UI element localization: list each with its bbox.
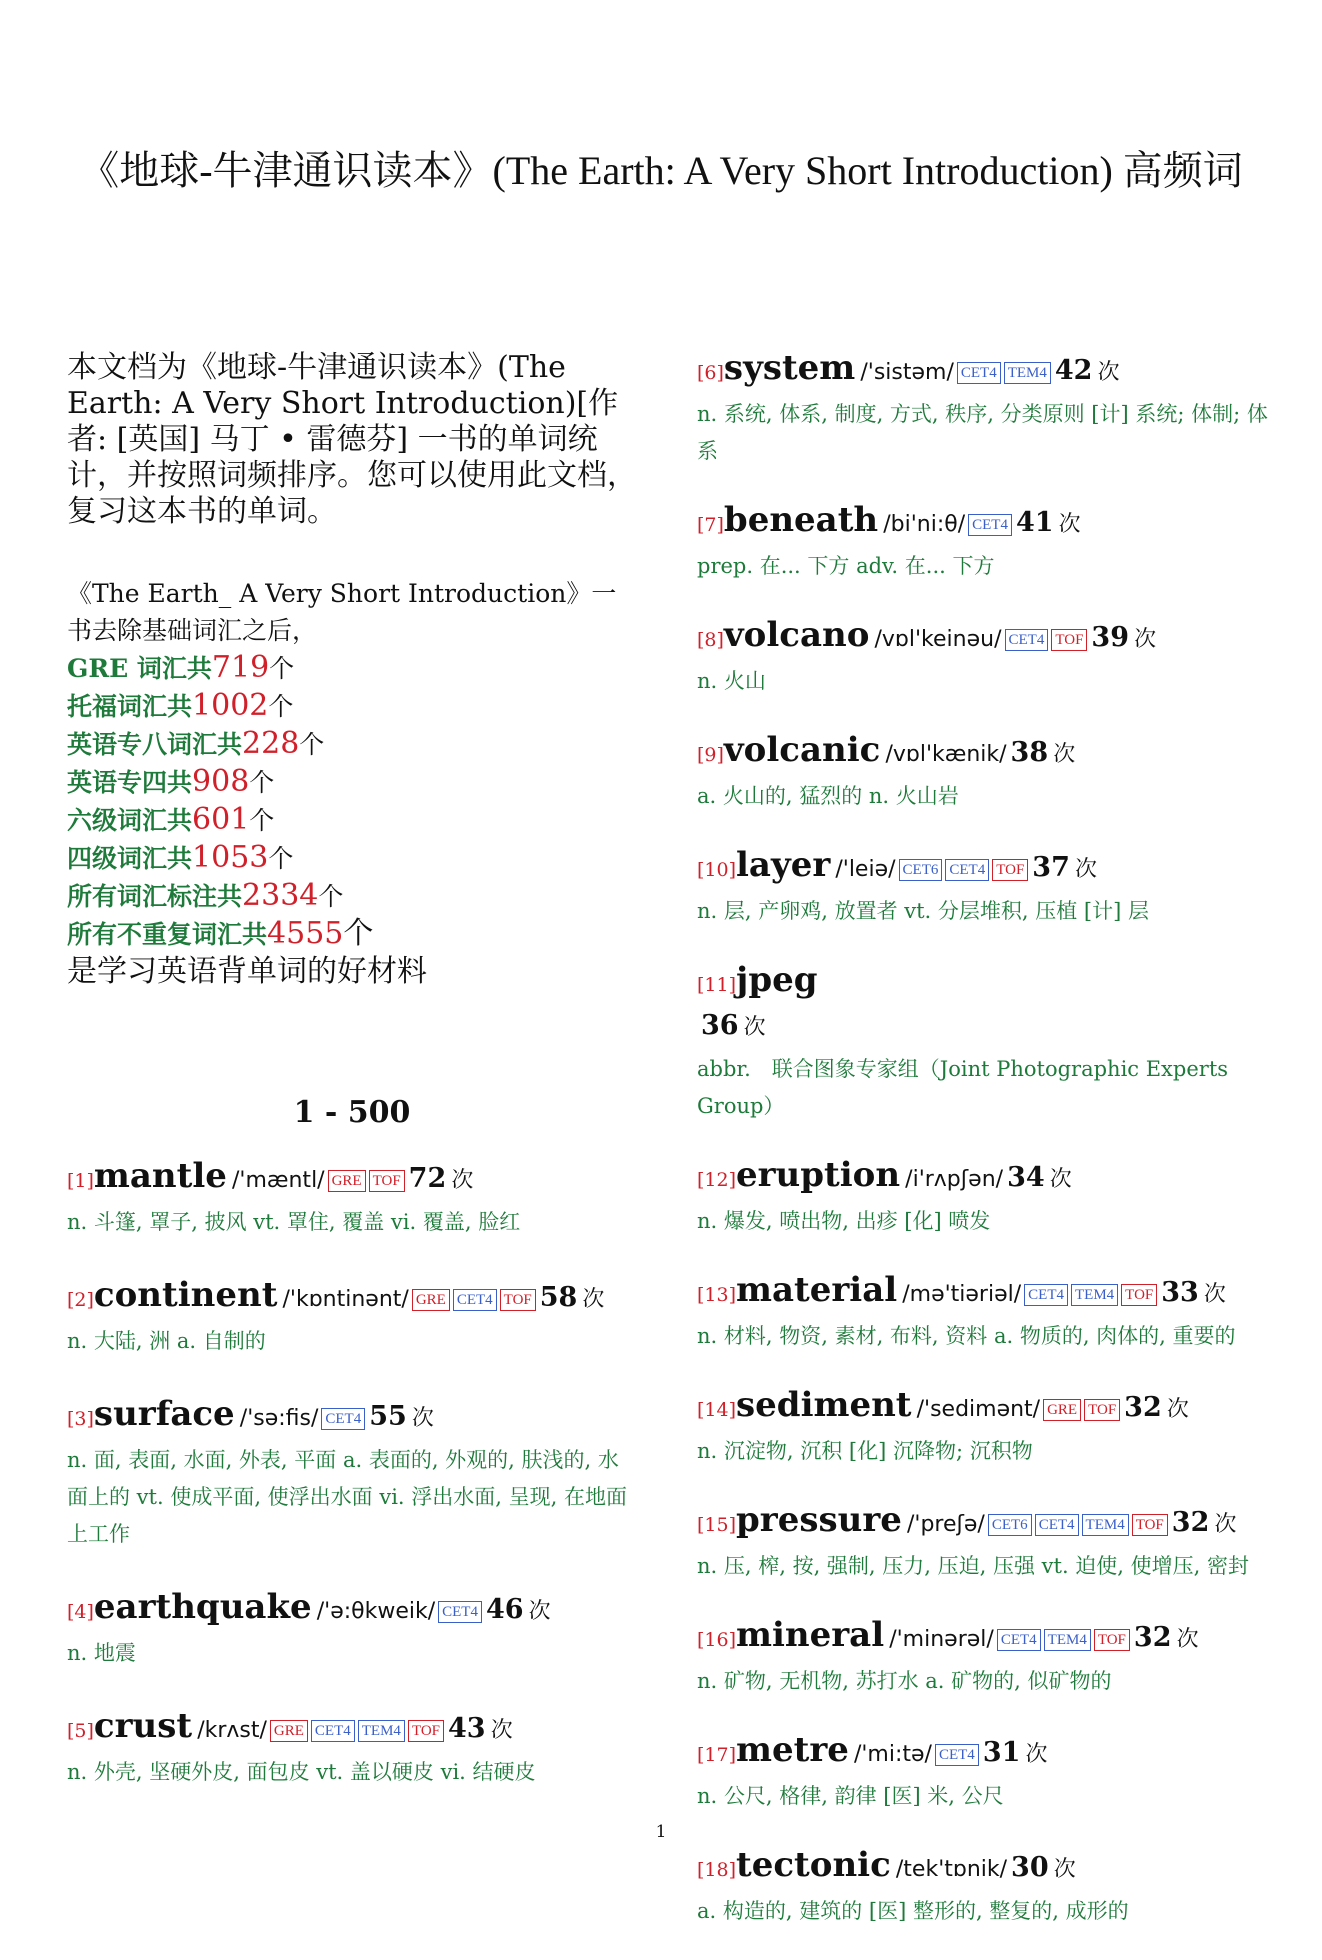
entry-count: 58 [539, 1282, 578, 1313]
entry-count: 32 [1133, 1622, 1172, 1653]
entry-headword-line [67, 1587, 637, 1633]
entry-count: 41 [1015, 507, 1054, 538]
exam-tag: CET4 [935, 1744, 979, 1766]
entry-definition: a. 构造的, 建筑的 [医] 整形的, 整复的, 成形的 [697, 1899, 1129, 1923]
exam-tag: TEM4 [1044, 1629, 1091, 1651]
word-entry [67, 1156, 637, 1241]
stats-row-gre [67, 649, 637, 687]
entry-definition: n. 沉淀物, 沉积 [化] 沉降物; 沉积物 [697, 1439, 1033, 1463]
word-entry [697, 730, 1272, 815]
entry-count: 30 [1011, 1852, 1049, 1883]
exam-tag: CET4 [438, 1601, 482, 1623]
entry-count: 46 [485, 1594, 524, 1625]
entry-index: [10] [697, 859, 737, 881]
stats-label: 英语专四共 [67, 768, 193, 797]
stats-row-cet4 [67, 839, 637, 877]
entry-index: [11] [697, 974, 737, 996]
entry-index: [16] [697, 1629, 737, 1651]
stats-number: 228 [242, 726, 300, 761]
exam-tag: CET4 [311, 1720, 355, 1742]
word-entry [697, 615, 1272, 700]
stats-unit: 个 [268, 692, 294, 721]
exam-tag: GRE [328, 1170, 366, 1192]
times-unit: 次 [1053, 1857, 1076, 1882]
entry-index: [15] [697, 1514, 737, 1536]
entry-definition: n. 材料, 物资, 素材, 布料, 资料 a. 物质的, 肉体的, 重要的 [697, 1324, 1236, 1348]
exam-tag: TOF [408, 1720, 444, 1742]
exam-tag: TOF [1094, 1629, 1130, 1651]
entry-headword-line [697, 845, 1272, 891]
times-unit: 次 [528, 1599, 551, 1624]
exam-tag: TOF [992, 859, 1028, 881]
entry-index: [14] [697, 1399, 737, 1421]
entry-phonetic: /'mæntl/ [232, 1168, 325, 1193]
entry-headword-line [67, 1275, 637, 1321]
times-unit: 次 [1049, 1167, 1072, 1192]
entry-index: [17] [697, 1744, 737, 1766]
stats-label: 所有词汇标注共 [67, 882, 243, 911]
entry-phonetic: /'ə:θkweik/ [316, 1599, 436, 1624]
entry-word: surface [93, 1394, 235, 1434]
entry-index: [5] [67, 1720, 94, 1742]
stats-number: 2334 [242, 878, 319, 913]
entry-index: [7] [697, 514, 724, 536]
entry-index: [3] [67, 1408, 94, 1430]
entry-index: [13] [697, 1284, 737, 1306]
entry-headword-line [697, 1155, 1272, 1201]
entry-index: [12] [697, 1169, 737, 1191]
exam-tag: TEM4 [1082, 1514, 1129, 1536]
stats-label: 四级词汇共 [67, 844, 193, 873]
entry-count: 55 [369, 1401, 407, 1432]
left-column [67, 350, 637, 1825]
stats-row-cet6 [67, 801, 637, 839]
intro-paragraph: 本文档为《地球-牛津通识读本》(The Earth: A Very Short Introduction)[作者: [英国] 马丁 • 雷德芬] 一书的单词统计，并按照词频排序。您可以使用此文档，复习这本书的单词。 [67, 350, 637, 529]
entry-definition: n. 面, 表面, 水面, 外表, 平面 a. 表面的, 外观的, 肤浅的, 水面上的 vt. 使成平面, 使浮出水面 vi. 浮出水面, 呈现, 在地面上工作 [67, 1448, 627, 1546]
stats-number: 908 [192, 764, 250, 799]
exam-tag: TEM4 [1004, 362, 1051, 384]
stats-block [67, 575, 637, 990]
exam-tag: CET4 [957, 362, 1001, 384]
entry-headword-line [697, 348, 1272, 394]
stats-header: 《The Earth_ A Very Short Introduction》一书去除基础词汇之后， [67, 579, 617, 645]
stats-label: 所有不重复词汇共 [67, 920, 268, 949]
entry-word: system [723, 348, 856, 388]
stats-unit: 个 [318, 882, 344, 911]
entry-word: metre [736, 1730, 849, 1770]
entry-count: 36 [701, 1010, 739, 1041]
stats-unit: 个 [269, 654, 295, 683]
exam-tag: CET4 [997, 1629, 1041, 1651]
page-title: 《地球-牛津通识读本》(The Earth: A Very Short Introduction) 高频词 [79, 148, 1243, 193]
stats-unit: 个 [249, 806, 275, 835]
entry-definition: prep. 在... 下方 adv. 在... 下方 [697, 554, 995, 578]
entry-phonetic: /'sedimənt/ [916, 1397, 1041, 1422]
stats-number: 601 [192, 802, 250, 837]
entry-definition: n. 系统, 体系, 制度, 方式, 秩序, 分类原则 [计] 系统; 体制; 体系 [697, 402, 1268, 463]
exam-tag: CET4 [453, 1289, 497, 1311]
word-entry [67, 1394, 637, 1553]
entry-headword-line [697, 1845, 1272, 1891]
entry-word: sediment [736, 1385, 912, 1425]
exam-tag: TOF [500, 1289, 536, 1311]
word-entry [697, 1500, 1272, 1585]
stats-number: 1002 [192, 688, 269, 723]
entry-definition: n. 压, 榨, 按, 强制, 压力, 压迫, 压强 vt. 迫使, 使增压, 密封 [697, 1554, 1250, 1578]
exam-tag: GRE [270, 1720, 308, 1742]
times-unit: 次 [1074, 857, 1097, 882]
stats-number: 1053 [192, 840, 269, 875]
entry-count: 37 [1032, 852, 1070, 883]
entry-index: [2] [67, 1289, 94, 1311]
entry-word: continent [93, 1275, 278, 1315]
entry-phonetic: /vɒl'keinəu/ [874, 627, 1002, 652]
stats-footer: 是学习英语背单词的好材料 [67, 954, 427, 989]
times-unit: 次 [1097, 360, 1120, 385]
entry-count: 72 [408, 1163, 447, 1194]
entry-count: 32 [1171, 1507, 1210, 1538]
word-entry [697, 1270, 1272, 1355]
exam-tag: CET4 [1005, 629, 1049, 651]
stats-label: 六级词汇共 [67, 806, 193, 835]
entry-definition: abbr. 联合图象专家组（Joint Photographic Experts Group） [697, 1057, 1229, 1118]
word-entry [67, 1706, 637, 1791]
entry-definition: n. 大陆, 洲 a. 自制的 [67, 1329, 266, 1353]
entry-word: crust [93, 1706, 193, 1746]
entry-index: [1] [67, 1170, 94, 1192]
entry-index: [18] [697, 1859, 737, 1881]
exam-tag: TOF [369, 1170, 405, 1192]
word-entry [697, 500, 1272, 585]
entry-phonetic: /'mi:tə/ [853, 1742, 932, 1767]
word-entry [697, 348, 1272, 470]
entry-word: mantle [93, 1156, 227, 1196]
entry-phonetic: /'leiə/ [835, 857, 896, 882]
entry-count: 33 [1161, 1277, 1199, 1308]
entry-headword-line [697, 1270, 1272, 1316]
entry-phonetic: /vɒl'kænik/ [885, 742, 1007, 767]
entry-count: 38 [1010, 737, 1049, 768]
word-entry [697, 1615, 1272, 1700]
word-entry [67, 1275, 637, 1360]
exam-tag: CET4 [945, 859, 989, 881]
stats-label: 英语专八词汇共 [67, 730, 243, 759]
entry-word: volcanic [723, 730, 881, 770]
exam-tag: CET4 [321, 1408, 365, 1430]
stats-number: 4555 [267, 916, 344, 951]
entry-definition: n. 爆发, 喷出物, 出疹 [化] 喷发 [697, 1209, 991, 1233]
stats-row-toefl [67, 687, 637, 725]
entry-phonetic: /krʌst/ [197, 1718, 267, 1743]
right-column [697, 348, 1272, 1960]
exam-tag: GRE [1043, 1399, 1081, 1421]
entry-word: material [736, 1270, 898, 1310]
entry-count: 31 [982, 1737, 1021, 1768]
times-unit: 次 [451, 1168, 474, 1193]
times-unit: 次 [1134, 627, 1157, 652]
stats-unit: 个 [299, 730, 325, 759]
entry-word: jpeg [736, 960, 818, 1000]
times-unit: 次 [582, 1287, 605, 1312]
entry-word: eruption [736, 1155, 901, 1195]
word-entry [67, 1587, 637, 1672]
entry-definition: n. 地震 [67, 1641, 136, 1665]
times-unit: 次 [1214, 1512, 1237, 1537]
entry-word: layer [736, 845, 831, 885]
exam-tag: GRE [412, 1289, 450, 1311]
range-heading: 1 - 500 [293, 1095, 411, 1130]
stats-unit: 个 [268, 844, 294, 873]
entry-word: mineral [736, 1615, 885, 1655]
entry-phonetic: /'sistəm/ [860, 360, 954, 385]
times-unit: 次 [1166, 1397, 1189, 1422]
entry-phonetic: /tek'tɒnik/ [895, 1857, 1008, 1882]
word-entry [697, 1155, 1272, 1240]
word-entry [697, 845, 1272, 930]
entry-index: [6] [697, 362, 724, 384]
entries-right-list [697, 348, 1272, 1930]
times-unit: 次 [1053, 742, 1076, 767]
page-number: 1 [655, 1822, 667, 1842]
entry-definition: n. 火山 [697, 669, 766, 693]
entry-phonetic: /i'rʌpʃən/ [905, 1167, 1004, 1192]
word-entry [697, 1385, 1272, 1470]
entry-count: 43 [448, 1713, 486, 1744]
entry-headword-line [67, 1706, 637, 1752]
entry-definition: n. 斗篷, 罩子, 披风 vt. 罩住, 覆盖 vi. 覆盖, 脸红 [67, 1210, 521, 1234]
stats-label: 托福词汇共 [67, 692, 193, 721]
exam-tag: CET6 [899, 859, 943, 881]
entries-left-list [67, 1156, 637, 1791]
entry-count: 32 [1124, 1392, 1162, 1423]
stats-row-tem4 [67, 763, 637, 801]
entry-definition: n. 外壳, 坚硬外皮, 面包皮 vt. 盖以硬皮 vi. 结硬皮 [67, 1760, 536, 1784]
entry-phonetic: /mə'tiəriəl/ [902, 1282, 1022, 1307]
exam-tag: TEM4 [358, 1720, 405, 1742]
stats-row-unique [67, 915, 637, 953]
entry-index: [4] [67, 1601, 94, 1623]
entry-phonetic: /'kɒntinənt/ [282, 1287, 409, 1312]
entry-word: earthquake [93, 1587, 312, 1627]
times-unit: 次 [1176, 1627, 1199, 1652]
entry-count: 42 [1054, 355, 1093, 386]
entry-headword-line [67, 1394, 637, 1440]
exam-tag: CET4 [1035, 1514, 1079, 1536]
entry-headword-line [697, 1500, 1272, 1546]
exam-tag: TEM4 [1071, 1284, 1118, 1306]
times-unit: 次 [743, 1015, 766, 1040]
entry-definition: n. 矿物, 无机物, 苏打水 a. 矿物的, 似矿物的 [697, 1669, 1112, 1693]
entry-headword-line [697, 730, 1272, 776]
entry-word: pressure [736, 1500, 902, 1540]
times-unit: 次 [411, 1406, 434, 1431]
times-unit: 次 [1025, 1742, 1048, 1767]
exam-tag: CET4 [968, 514, 1012, 536]
entry-headword-line [697, 500, 1272, 546]
entry-index: [8] [697, 629, 724, 651]
entry-count: 39 [1091, 622, 1129, 653]
entry-headword-line [697, 1385, 1272, 1431]
exam-tag: TOF [1051, 629, 1087, 651]
word-entry [697, 960, 1272, 1125]
exam-tag: CET4 [1024, 1284, 1068, 1306]
stats-unit: 个 [343, 916, 374, 951]
entry-headword-line [697, 960, 1272, 1049]
entry-definition: a. 火山的, 猛烈的 n. 火山岩 [697, 784, 959, 808]
times-unit: 次 [490, 1718, 513, 1743]
times-unit: 次 [1203, 1282, 1226, 1307]
times-unit: 次 [1058, 512, 1081, 537]
entry-phonetic: /'minərəl/ [889, 1627, 994, 1652]
entry-phonetic: /bi'ni:θ/ [883, 512, 966, 537]
entry-definition: n. 层, 产卵鸡, 放置者 vt. 分层堆积, 压植 [计] 层 [697, 899, 1149, 923]
entry-headword-line [697, 1615, 1272, 1661]
entry-headword-line [697, 615, 1272, 661]
stats-unit: 个 [249, 768, 275, 797]
entry-index: [9] [697, 744, 724, 766]
stats-label: GRE 词汇共 [67, 654, 212, 683]
stats-row-all-tagged [67, 877, 637, 915]
entry-definition: n. 公尺, 格律, 韵律 [医] 米, 公尺 [697, 1784, 1004, 1808]
entry-phonetic: /'sə:fis/ [239, 1406, 319, 1431]
entry-count: 34 [1007, 1162, 1045, 1193]
exam-tag: TOF [1121, 1284, 1157, 1306]
stats-number: 719 [211, 650, 270, 685]
stats-row-tem8 [67, 725, 637, 763]
entry-headword-line [67, 1156, 637, 1202]
word-entry [697, 1845, 1272, 1930]
entry-headword-line [697, 1730, 1272, 1776]
entry-phonetic: /'preʃə/ [906, 1512, 985, 1537]
entry-word: volcano [723, 615, 870, 655]
entry-word: tectonic [736, 1845, 891, 1885]
exam-tag: TOF [1084, 1399, 1120, 1421]
exam-tag: CET6 [988, 1514, 1032, 1536]
word-entry [697, 1730, 1272, 1815]
entry-word: beneath [723, 500, 879, 540]
exam-tag: TOF [1132, 1514, 1168, 1536]
